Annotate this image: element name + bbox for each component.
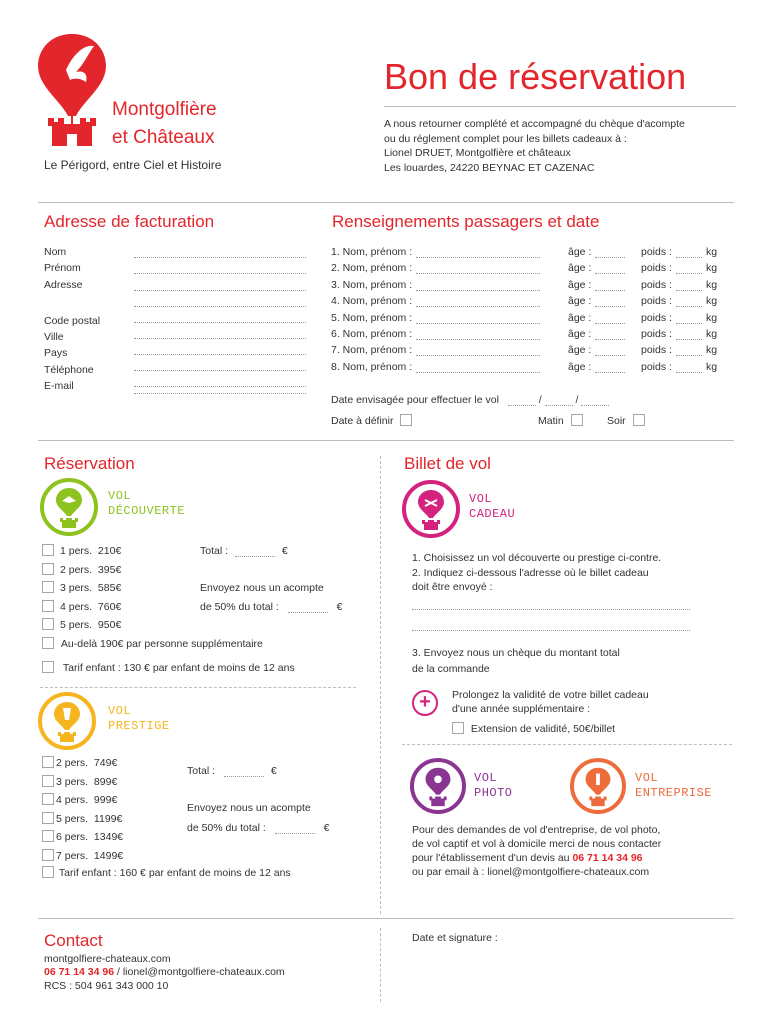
- brand-tagline: Le Périgord, entre Ciel et Histoire: [44, 158, 222, 172]
- passenger-age: [568, 312, 625, 324]
- plus-icon: +: [412, 690, 438, 716]
- passenger-weight: [641, 295, 717, 307]
- passenger-name-label: 4. Nom, prénom :: [331, 295, 413, 308]
- passenger-weight: [641, 328, 717, 340]
- decouverte-label-line2: DÉCOUVERTE: [108, 504, 186, 518]
- passenger-weight-input[interactable]: [676, 314, 702, 324]
- kg-unit: kg: [705, 360, 718, 373]
- prestige-badge: [38, 692, 96, 750]
- instructions: [384, 117, 685, 175]
- extend-line1: Prolongez la validité de votre billet cadeau: [452, 689, 649, 701]
- flight-date-label: Date envisagée pour effectuer le vol: [331, 394, 499, 406]
- price-option-label: 3 pers. 899€: [56, 775, 118, 788]
- passenger-row: [331, 295, 540, 307]
- passenger-age-input[interactable]: [595, 314, 625, 324]
- passenger-age-input[interactable]: [595, 281, 625, 291]
- billing-label-telephone: Téléphone: [44, 364, 94, 376]
- price-option: [42, 544, 121, 557]
- passenger-age-label: âge :: [568, 246, 592, 258]
- decouverte-deposit-label: de 50% du total :: [200, 601, 279, 613]
- evening-row: [607, 414, 645, 427]
- gift-step-3a: 3. Envoyez nous un chèque du montant total: [412, 647, 620, 659]
- date-undefined-row: [331, 414, 412, 427]
- photo-label-line2: PHOTO: [474, 786, 513, 800]
- prestige-total-label: Total :: [187, 765, 216, 777]
- passenger-weight: [641, 246, 717, 258]
- morning-label: Matin: [538, 415, 564, 427]
- billing-label-nom: Nom: [44, 246, 67, 258]
- price-option-checkbox[interactable]: [42, 581, 54, 593]
- passenger-weight-input[interactable]: [676, 363, 702, 373]
- passenger-age-label: âge :: [568, 295, 592, 308]
- price-option-checkbox[interactable]: [42, 849, 54, 861]
- gift-title: Billet de vol: [404, 454, 491, 473]
- contact-phone-row: [44, 966, 285, 978]
- passenger-weight-label: poids :: [641, 246, 672, 258]
- date-undefined-label: Date à définir: [331, 415, 394, 427]
- price-option: [42, 581, 121, 594]
- passenger-weight-input[interactable]: [676, 281, 702, 291]
- photo-label-line1: VOL: [474, 771, 498, 785]
- flight-date-day-input[interactable]: [508, 396, 536, 406]
- kg-unit: kg: [705, 344, 718, 357]
- special-contact-line4[interactable]: ou par email à : lionel@montgolfiere-chateaux.com: [412, 866, 650, 878]
- passenger-weight-label: poids :: [641, 344, 672, 357]
- passenger-age-label: âge :: [568, 328, 592, 340]
- instruction-line: ou du réglement complet pour les billets cadeaux à :: [384, 132, 627, 145]
- passenger-weight-input[interactable]: [676, 248, 702, 258]
- passenger-weight-label: poids :: [641, 360, 672, 373]
- evening-checkbox[interactable]: [633, 414, 645, 426]
- billing-adresse-input[interactable]: [134, 281, 306, 291]
- passenger-age-input[interactable]: [595, 297, 625, 307]
- price-option-label: 3 pers. 585€: [60, 582, 122, 594]
- passenger-age-input[interactable]: [595, 363, 625, 373]
- morning-checkbox[interactable]: [571, 414, 583, 426]
- billing-label-prenom: Prénom: [44, 262, 81, 274]
- prestige-total-row: [187, 765, 277, 777]
- entreprise-badge: [570, 758, 626, 814]
- contact-website[interactable]: montgolfiere-chateaux.com: [44, 953, 171, 965]
- billing-email-input[interactable]: [134, 384, 306, 394]
- passenger-age-input[interactable]: [595, 330, 625, 340]
- decouverte-extra-row: [42, 637, 263, 650]
- price-option: [42, 618, 121, 631]
- euro-sign: €: [270, 765, 277, 777]
- passenger-age: [568, 279, 625, 291]
- euro-sign: €: [281, 545, 288, 557]
- extend-option-row: [452, 722, 615, 735]
- evening-label: Soir: [607, 415, 626, 427]
- billing-title: Adresse de facturation: [44, 212, 215, 231]
- page-title: Bon de réservation: [384, 56, 687, 97]
- prestige-child-row: [42, 866, 291, 879]
- extend-line2: d'une année supplémentaire :: [452, 703, 591, 715]
- billing-code-postal-input[interactable]: [134, 329, 306, 339]
- contact-phone[interactable]: 06 71 14 34 96: [44, 966, 115, 978]
- passenger-name-input[interactable]: [416, 363, 540, 373]
- photo-badge: [410, 758, 466, 814]
- euro-sign: €: [336, 601, 343, 613]
- passenger-weight: [641, 279, 717, 291]
- price-option: [42, 793, 117, 806]
- price-option-label: 5 pers. 950€: [60, 619, 122, 631]
- entreprise-label: [635, 771, 712, 801]
- price-option-label: 7 pers. 1499€: [56, 850, 124, 862]
- price-option-checkbox[interactable]: [42, 600, 54, 612]
- flight-date-month-input[interactable]: [545, 396, 573, 406]
- passenger-weight: [641, 361, 717, 373]
- passenger-age: [568, 361, 625, 373]
- passenger-row: [331, 328, 540, 340]
- passenger-row: [331, 361, 540, 373]
- gift-step-2b: doit être envoyé :: [412, 581, 493, 593]
- gift-address-input-2[interactable]: [412, 621, 690, 631]
- passenger-weight-label: poids :: [641, 311, 672, 324]
- passenger-age-label: âge :: [568, 262, 592, 275]
- billing-label-adresse: Adresse: [44, 279, 83, 291]
- billing-label-pays: Pays: [44, 347, 68, 359]
- price-option-label: 4 pers. 760€: [60, 600, 122, 613]
- price-option-label: 1 pers. 210€: [60, 545, 122, 557]
- passenger-name-input[interactable]: [416, 281, 540, 291]
- cadeau-label-line1: VOL: [469, 492, 493, 506]
- contact-rcs: RCS : 504 961 343 000 10: [44, 980, 169, 992]
- decouverte-balloon-icon: [44, 482, 94, 532]
- decouverte-deposit-line1: Envoyez nous un acompte: [200, 582, 324, 594]
- extend-option-label: Extension de validité, 50€/billet: [470, 723, 616, 735]
- passenger-age: [568, 328, 625, 340]
- passenger-name-label: 6. Nom, prénom :: [331, 328, 413, 340]
- decouverte-label: [108, 489, 185, 519]
- decouverte-child-checkbox[interactable]: [42, 661, 54, 673]
- decouverte-total-label: Total :: [200, 545, 229, 557]
- gift-step-2a: 2. Indiquez ci-dessous l'adresse où le billet cadeau: [412, 567, 649, 579]
- passenger-row: [331, 246, 540, 258]
- balloon-castle-logo-icon: [36, 30, 108, 150]
- price-option-checkbox[interactable]: [42, 544, 54, 556]
- prestige-label-line1: VOL: [108, 704, 132, 718]
- date-separator: /: [538, 394, 542, 406]
- prestige-child-label: Tarif enfant : 160 € par enfant de moins de 12 ans: [58, 867, 291, 879]
- passenger-weight-input[interactable]: [676, 264, 702, 274]
- reservation-title: Réservation: [44, 454, 135, 473]
- passenger-name-input[interactable]: [416, 346, 540, 356]
- kg-unit: kg: [705, 246, 718, 258]
- passenger-age-label: âge :: [568, 344, 592, 357]
- price-option: [42, 812, 122, 825]
- decouverte-extra-label: Au-delà 190€ par personne supplémentaire: [60, 638, 263, 650]
- extend-checkbox[interactable]: [452, 722, 464, 734]
- price-option-label: 6 pers. 1349€: [56, 831, 124, 844]
- kg-unit: kg: [705, 328, 718, 340]
- passenger-weight-label: poids :: [641, 278, 672, 291]
- passenger-name-label: 3. Nom, prénom :: [331, 278, 413, 291]
- euro-sign: €: [323, 822, 330, 834]
- passenger-weight-label: poids :: [641, 295, 672, 308]
- flight-date-year-input[interactable]: [581, 396, 609, 406]
- passenger-name-input[interactable]: [416, 248, 540, 258]
- passenger-name-label: 8. Nom, prénom :: [331, 360, 413, 373]
- special-contact-line3: pour l'établissement d'un devis au: [412, 852, 570, 864]
- passenger-weight-input[interactable]: [676, 330, 702, 340]
- morning-row: [538, 414, 583, 427]
- passenger-row: [331, 344, 540, 356]
- logo: [36, 30, 108, 150]
- passenger-age-label: âge :: [568, 311, 592, 324]
- passenger-age-label: âge :: [568, 278, 592, 291]
- price-option-checkbox[interactable]: [42, 830, 54, 842]
- instruction-line: Lionel DRUET, Montgolfière et châteaux: [384, 147, 571, 159]
- passenger-name-label: 1. Nom, prénom :: [331, 246, 413, 258]
- brand-name-line2: et Châteaux: [112, 127, 215, 148]
- decouverte-total-row: [200, 545, 288, 557]
- passenger-age: [568, 344, 625, 356]
- passenger-age-input[interactable]: [595, 346, 625, 356]
- cadeau-label: [469, 492, 515, 522]
- billing-prenom-input[interactable]: [134, 264, 306, 274]
- decouverte-deposit-row: [200, 601, 343, 613]
- decouverte-child-label: Tarif enfant : 130 € par enfant de moins de 12 ans: [62, 662, 295, 674]
- billing-label-code-postal: Code postal: [44, 315, 101, 327]
- passenger-name-input[interactable]: [416, 297, 540, 307]
- passenger-age-input[interactable]: [595, 248, 625, 258]
- gift-step-3b: de la commande: [412, 663, 490, 675]
- price-option-checkbox[interactable]: [42, 775, 54, 787]
- price-option-label: 5 pers. 1199€: [56, 812, 123, 825]
- decouverte-total-input[interactable]: [235, 547, 275, 557]
- date-undefined-checkbox[interactable]: [400, 414, 412, 426]
- decouverte-extra-checkbox[interactable]: [42, 637, 54, 649]
- price-option-checkbox[interactable]: [42, 756, 54, 768]
- prestige-deposit-label: de 50% du total :: [187, 822, 266, 834]
- price-option: [42, 849, 123, 862]
- contact-title: Contact: [44, 931, 103, 950]
- prestige-label: [108, 704, 170, 734]
- price-option-label: 2 pers. 395€: [60, 563, 122, 576]
- price-option-checkbox[interactable]: [42, 563, 54, 575]
- passenger-age: [568, 246, 625, 258]
- passenger-row: [331, 262, 540, 274]
- entreprise-label-line2: ENTREPRISE: [635, 786, 713, 800]
- passengers-title: Renseignements passagers et date: [332, 212, 600, 231]
- billing-adresse-input-3[interactable]: [134, 313, 306, 323]
- special-contact-line3-row: [412, 852, 643, 864]
- passenger-age-input[interactable]: [595, 264, 625, 274]
- price-option: [42, 775, 117, 788]
- billing-nom-input[interactable]: [134, 248, 306, 258]
- passenger-name-label: 5. Nom, prénom :: [331, 311, 413, 324]
- passenger-weight: [641, 312, 717, 324]
- passenger-name-label: 7. Nom, prénom :: [331, 344, 413, 357]
- entreprise-balloon-icon: [574, 762, 622, 810]
- brand-name: [112, 96, 217, 152]
- date-separator: /: [575, 394, 579, 406]
- prestige-deposit-input[interactable]: [275, 824, 315, 834]
- price-option-label: 4 pers. 999€: [56, 794, 118, 807]
- instruction-line: A nous retourner complété et accompagné du chèque d'acompte: [384, 118, 685, 130]
- price-option: [42, 563, 121, 576]
- special-contact-phone[interactable]: 06 71 14 34 96: [572, 852, 643, 864]
- price-option-checkbox[interactable]: [42, 618, 54, 630]
- signature-label: Date et signature :: [412, 932, 498, 944]
- passenger-weight-label: poids :: [641, 328, 672, 340]
- passenger-row: [331, 312, 540, 324]
- prestige-balloon-icon: [42, 696, 92, 746]
- kg-unit: kg: [705, 311, 718, 324]
- price-option: [42, 600, 121, 613]
- passenger-name-input[interactable]: [416, 264, 540, 274]
- decouverte-child-row: [42, 661, 295, 674]
- kg-unit: kg: [705, 278, 718, 291]
- passenger-weight-input[interactable]: [676, 346, 702, 356]
- contact-email[interactable]: / lionel@montgolfiere-chateaux.com: [114, 966, 285, 978]
- entreprise-label-line1: VOL: [635, 771, 659, 785]
- prestige-child-checkbox[interactable]: [42, 866, 54, 878]
- special-contact-line1: Pour des demandes de vol d'entreprise, de vol photo,: [412, 824, 661, 836]
- passenger-age: [568, 262, 625, 274]
- passenger-weight-input[interactable]: [676, 297, 702, 307]
- special-contact-line2: de vol captif et vol à domicile merci de nous contacter: [412, 838, 662, 850]
- price-option: [42, 756, 117, 769]
- decouverte-label-line1: VOL: [108, 489, 132, 503]
- brand-name-line1: Montgolfière: [112, 99, 217, 120]
- prestige-deposit-row: [187, 822, 330, 834]
- prestige-deposit-line1: Envoyez nous un acompte: [187, 802, 311, 814]
- passenger-age: [568, 295, 625, 307]
- passenger-name-input[interactable]: [416, 330, 540, 340]
- kg-unit: kg: [705, 295, 718, 308]
- passenger-row: [331, 279, 540, 291]
- price-option: [42, 830, 123, 843]
- flight-date-row: [331, 394, 609, 406]
- passenger-weight-label: poids :: [641, 262, 672, 275]
- decouverte-deposit-input[interactable]: [288, 603, 328, 613]
- passenger-weight: [641, 262, 717, 274]
- billing-label-email: E-mail: [44, 380, 74, 392]
- billing-adresse-input-2[interactable]: [134, 297, 306, 307]
- kg-unit: kg: [705, 262, 718, 275]
- billing-ville-input[interactable]: [134, 345, 306, 355]
- photo-balloon-icon: [414, 762, 462, 810]
- gift-step-1: 1. Choisissez un vol découverte ou prestige ci-contre.: [412, 552, 662, 564]
- prestige-total-input[interactable]: [224, 767, 264, 777]
- instruction-line: Les louardes, 24220 BEYNAC ET CAZENAC: [384, 161, 595, 174]
- decouverte-badge: [40, 478, 98, 536]
- passenger-name-input[interactable]: [416, 314, 540, 324]
- price-option-label: 2 pers. 749€: [56, 757, 118, 769]
- price-option-checkbox[interactable]: [42, 812, 54, 824]
- photo-label: [474, 771, 513, 801]
- prestige-label-line2: PRESTIGE: [108, 719, 170, 733]
- cadeau-balloon-icon: [406, 484, 456, 534]
- billing-pays-input[interactable]: [134, 361, 306, 371]
- passenger-age-label: âge :: [568, 360, 592, 373]
- gift-address-input-1[interactable]: [412, 600, 690, 610]
- price-option-checkbox[interactable]: [42, 793, 54, 805]
- cadeau-label-line2: CADEAU: [469, 507, 516, 521]
- passenger-name-label: 2. Nom, prénom :: [331, 262, 413, 275]
- cadeau-badge: [402, 480, 460, 538]
- passenger-weight: [641, 344, 717, 356]
- billing-label-ville: Ville: [44, 331, 64, 343]
